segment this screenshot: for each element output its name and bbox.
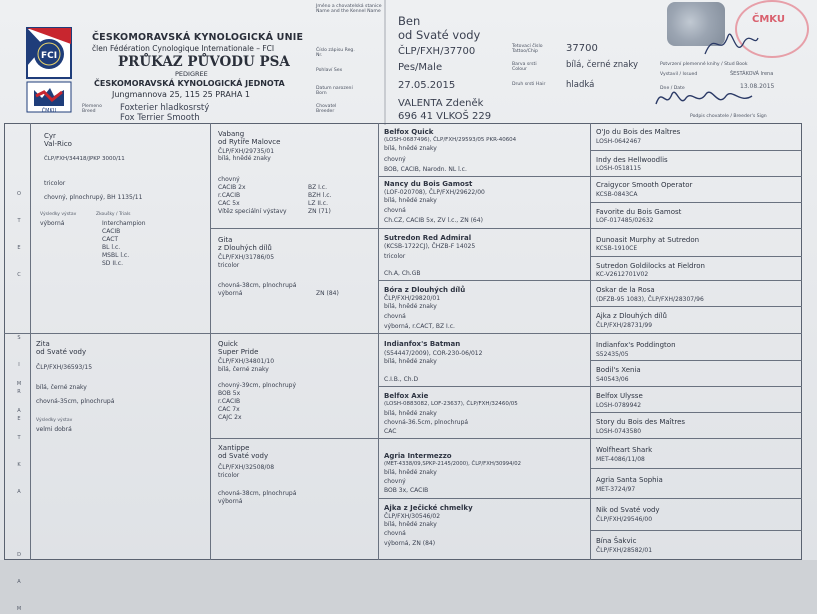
fci-cmku-logo-icon (24, 26, 74, 114)
document-subtitle: PEDIGREE (175, 70, 208, 78)
stamp-text: ČMKU (752, 14, 785, 25)
gen3-line: chovná (384, 530, 406, 537)
gen4-reg: MET-4086/11/08 (596, 456, 645, 463)
gen2-kennel: z Dlouhých dílů (218, 244, 272, 252)
signature-breeder-icon (652, 84, 762, 114)
gen2-name: Gita (218, 236, 233, 244)
gen3-line: výborná, ZN (84) (384, 540, 436, 547)
dog-tattoo: 37700 (566, 43, 598, 54)
dam-kennel: od Svaté vody (36, 348, 87, 356)
gen3-reg: (S54447/2009), COR-230-06/012 (384, 350, 483, 357)
breed-cz: Foxterier hladkosrstý (120, 103, 210, 113)
sire-reg: ČLP/FXH/34418/JPKP 3000/11 (44, 156, 125, 162)
gen4-reg: S52435/05 (596, 351, 629, 358)
gen2-color: bílá, hnědé znaky (218, 155, 271, 162)
dog-color: bílá, černé znaky (566, 60, 639, 70)
gen4-name: O'Jo du Bois des Maîtres (596, 128, 681, 136)
gen3-name: Belfox Quick (384, 128, 434, 136)
tattoo-label: Tetovací číslo Tattoo/Chip (512, 44, 543, 54)
gen4-reg: KCSB-0843CA (596, 191, 638, 198)
gen3-line: bílá, hnědé znaky (384, 358, 437, 365)
gen3-reg: (LOF-020708), ČLP/FXH/29622/00 (384, 189, 485, 196)
gen4-reg: LOF-017485/02632 (596, 217, 654, 224)
gen2-kennel: od Rytíře Malovce (218, 138, 281, 146)
sire-title: CACIB (102, 228, 121, 235)
sire-title: Interchampion (102, 220, 146, 227)
name-label: Jméno a chovatelská stanice Name and the Kennel Name (316, 4, 382, 14)
gen4-name: Sutredon Goldilocks at Fieldron (596, 262, 705, 270)
gen3-name: Agria Intermezzo (384, 452, 452, 460)
signature-label: Podpis chovatele / Breeder's Sign (690, 114, 767, 119)
gen2-name: Vabang (218, 130, 245, 138)
sire-title: CACT (102, 236, 119, 243)
gen4-reg: ČLP/FXH/29546/00 (596, 516, 653, 523)
gen2-right: ZN (84) (316, 290, 339, 297)
gen2-line: r.CACIB (218, 398, 241, 405)
gen2-line: CAC 5x (218, 200, 240, 207)
gen3-reg: (MET-4338/09,SPKP-2145/2000), ČLP/FXH/30994/02 (384, 461, 521, 467)
sire-shows-label: Výsledky výstav (40, 212, 77, 217)
gen4-reg: LOSH-0743580 (596, 428, 642, 435)
gen3-line: výborná, r.CACT, BZ I.c. (384, 323, 455, 330)
signature-top-icon (700, 24, 760, 64)
gen4-name: Story du Bois des Maîtres (596, 418, 686, 426)
dam-side-label: M A T K A D A M (16, 381, 22, 612)
cz-org-name: ČESKOMORAVSKÁ KYNOLOGICKÁ JEDNOTA (94, 79, 285, 88)
fold-line (384, 0, 386, 125)
gen4-name: Favorite du Bois Gamost (596, 208, 682, 216)
gen4-reg: KC-V2612701V02 (596, 271, 649, 278)
gen3-line: BOB, CACIB, Narodn. NL l.c. (384, 166, 467, 173)
dam-health: chovná-35cm, plnochrupá (36, 398, 115, 405)
gen3-reg: ČLP/FXH/30546/02 (384, 513, 441, 520)
gen3-name: Nancy du Bois Gamost (384, 180, 473, 188)
gen2-line: Vítěz speciální výstavy (218, 208, 287, 215)
sire-title: SD II.c. (102, 260, 123, 267)
sire-name: Cyr (44, 132, 56, 140)
gen2-line: BOB 5x (218, 390, 241, 397)
gen3-name: Ajka z Ječické chmelky (384, 504, 473, 512)
gen3-line: Ch.CZ, CACIB 5x, ZV l.c., ZN (64) (384, 217, 483, 224)
gen3-reg: (KCSB-1722CJ), ČHZB-F 14025 (384, 243, 476, 250)
gen2-reg: ČLP/FXH/31786/05 (218, 254, 275, 261)
issued-label: Vystavil / Issued (660, 72, 698, 77)
gen4-name: Bína Šakvic (596, 537, 637, 545)
dog-name: Ben (398, 14, 421, 28)
gen2-reg: ČLP/FXH/34801/10 (218, 358, 275, 365)
dog-reg: ČLP/FXH/37700 (398, 46, 476, 57)
gen3-name: Belfox Axie (384, 392, 429, 400)
gen3-line: bílá, hnědé znaky (384, 197, 437, 204)
gen3-line: tricolor (384, 253, 406, 260)
sire-title: BL l.c. (102, 244, 121, 251)
gen4-reg: LOSH-0518115 (596, 165, 642, 172)
dam-reg: ČLP/FXH/36593/15 (36, 364, 93, 371)
gen3-line: Ch.A, Ch.GB (384, 270, 421, 277)
gen3-line: BOB 3x, CACIB (384, 487, 429, 494)
gen2-line: chovný-39cm, plnochrupý (218, 382, 297, 389)
gen3-line: bílá, hnědé znaky (384, 145, 437, 152)
gen2-reg: ČLP/FXH/29735/01 (218, 148, 275, 155)
org-address: Jungmannova 25, 115 25 PRAHA 1 (112, 90, 250, 99)
issue-date: 13.08.2015 (740, 83, 775, 90)
dam-shows-label: Výsledky výstav (36, 418, 73, 423)
gen3-line: chovný (384, 478, 406, 485)
gen2-line: chovný (218, 176, 240, 183)
gen2-name: Xantippe (218, 444, 250, 452)
logo-fci-text: FCI (40, 51, 58, 61)
gen2-color: tricolor (218, 472, 240, 479)
color-label: Barva srsti Colour (512, 62, 537, 72)
gen2-line: výborná (218, 290, 243, 297)
gen4-reg: (DFZB-95 1083), ČLP/FXH/28307/96 (596, 296, 704, 303)
gen2-kennel: od Svaté vody (218, 452, 269, 460)
gen2-right: LZ II.c. (308, 200, 329, 207)
gen3-line: CAC (384, 428, 397, 435)
sire-side-label: O T E C S I R E (17, 191, 21, 422)
org-name: ČESKOMORAVSKÁ KYNOLOGICKÁ UNIE (92, 32, 304, 43)
dog-sex: Pes/Male (398, 62, 443, 73)
dam-result: velmi dobrá (36, 426, 72, 433)
gen3-reg: (LOSH-0883082, LOF-23637), ČLP/FXH/32460/05 (384, 401, 518, 407)
gen2-color: bílá, černé znaky (218, 366, 269, 373)
dog-kennel: od Svaté vody (398, 28, 481, 42)
hair-label: Druh srsti Hair (512, 82, 546, 87)
reg-label: Číslo zápisu Reg. Nr. (316, 48, 355, 58)
breed-label: Plemeno Breed (82, 104, 102, 114)
gen2-kennel: Super Pride (218, 348, 259, 356)
gen3-line: chovná (384, 207, 406, 214)
sire-trials-label: Zkoušky / Trials (96, 212, 131, 217)
gen3-line: C.I.B., Ch.D (384, 376, 419, 383)
gen4-reg: LOSH-0642467 (596, 138, 642, 145)
gen3-reg: (LOSH-0687496), ČLP/FXH/29593/05 PKR-40604 (384, 137, 517, 143)
dog-dob: 27.05.2015 (398, 80, 456, 91)
breeder-label: Chovatel Breeder (316, 104, 337, 114)
gen4-reg: ČLP/FXH/28582/01 (596, 547, 653, 554)
document-title: PRŮKAZ PŮVODU PSA (118, 54, 290, 70)
date-label: Dne / Date (660, 86, 685, 91)
breed-en: Fox Terrier Smooth (120, 113, 200, 123)
gen4-name: Indianfox's Poddington (596, 341, 676, 349)
gen2-line: CACIB 2x (218, 184, 246, 191)
gen3-line: bílá, hnědé znaky (384, 521, 437, 528)
gen2-name: Quick (218, 340, 238, 348)
gen2-line: CAJC 2x (218, 414, 242, 421)
gen4-name: Ajka z Dlouhých dílů (596, 312, 667, 320)
gen4-reg: KCSB-1910CE (596, 245, 638, 252)
gen4-reg: MET-3724/97 (596, 486, 636, 493)
gen3-reg: ČLP/FXH/29820/01 (384, 295, 441, 302)
gen4-name: Dunoasit Murphy at Sutredon (596, 236, 700, 244)
gen3-line: chovná-36.5cm, plnochrupá (384, 419, 469, 426)
issued-by: ŠESTÁKOVÁ Irena (730, 71, 774, 77)
gen2-right: ZN (71) (308, 208, 331, 215)
gen3-name: Indianfox's Batman (384, 340, 461, 348)
stud-book-label: Potvrzení plemenné knihy / Stud Book (660, 62, 748, 67)
gen4-name: Indy des Hellwoodlis (596, 156, 668, 164)
dob-label: Datum narození Born (316, 86, 353, 96)
sex-label: Pohlaví Sex (316, 68, 343, 73)
gen2-line: r.CACIB (218, 192, 241, 199)
gen2-line: výborná (218, 498, 243, 505)
gen4-reg: S40543/06 (596, 376, 629, 383)
breeder-address: 696 41 VLKOŠ 229 (398, 111, 492, 122)
gen3-name: Bóra z Dlouhých dílů (384, 286, 466, 294)
gen4-name: Belfox Ulysse (596, 392, 643, 400)
gen2-line: chovná-38cm, plnochrupá (218, 490, 297, 497)
sire-color: tricolor (44, 180, 66, 187)
dam-color: bílá, černé znaky (36, 384, 87, 391)
gen3-line: chovná (384, 313, 406, 320)
gen2-color: tricolor (218, 262, 240, 269)
gen4-name: Wolfheart Shark (596, 446, 653, 454)
gen4-reg: LOSH-0789942 (596, 402, 642, 409)
gen2-line: chovná-38cm, plnochrupá (218, 282, 297, 289)
gen2-right: BZ I.c. (308, 184, 328, 191)
gen4-name: Oskar de la Rosa (596, 286, 655, 294)
gen3-line: bílá, hnědé znaky (384, 469, 437, 476)
gen3-line: bílá, hnědé znaky (384, 410, 437, 417)
sire-title: MSBL l.c. (102, 252, 130, 259)
gen3-line: chovný (384, 156, 406, 163)
gen4-name: Craigycor Smooth Operator (596, 181, 693, 189)
gen4-name: Nik od Svaté vody (596, 506, 660, 514)
gen4-reg: ČLP/FXH/28731/99 (596, 322, 653, 329)
sire-kennel: Val-Rico (44, 140, 72, 148)
dam-name: Zita (36, 340, 50, 348)
sire-health: chovný, plnochrupý, BH 1135/11 (44, 194, 143, 201)
breeder-name: VALENTA Zdeněk (398, 98, 484, 109)
gen3-name: Sutredon Red Admiral (384, 234, 472, 242)
gen3-line: bílá, hnědé znaky (384, 303, 437, 310)
gen2-right: BZH l.c. (308, 192, 332, 199)
sire-result: výborná (40, 220, 65, 227)
gen4-name: Agria Santa Sophia (596, 476, 663, 484)
gen2-line: CAC 7x (218, 406, 240, 413)
dog-hair: hladká (566, 80, 595, 90)
fci-membership: člen Fédération Cynologique Internationale – FCI (92, 44, 275, 53)
gen4-name: Bodil's Xenia (596, 366, 641, 374)
logo-cmku-text: ČMKU (41, 108, 57, 114)
gen2-reg: ČLP/FXH/32508/08 (218, 464, 275, 471)
